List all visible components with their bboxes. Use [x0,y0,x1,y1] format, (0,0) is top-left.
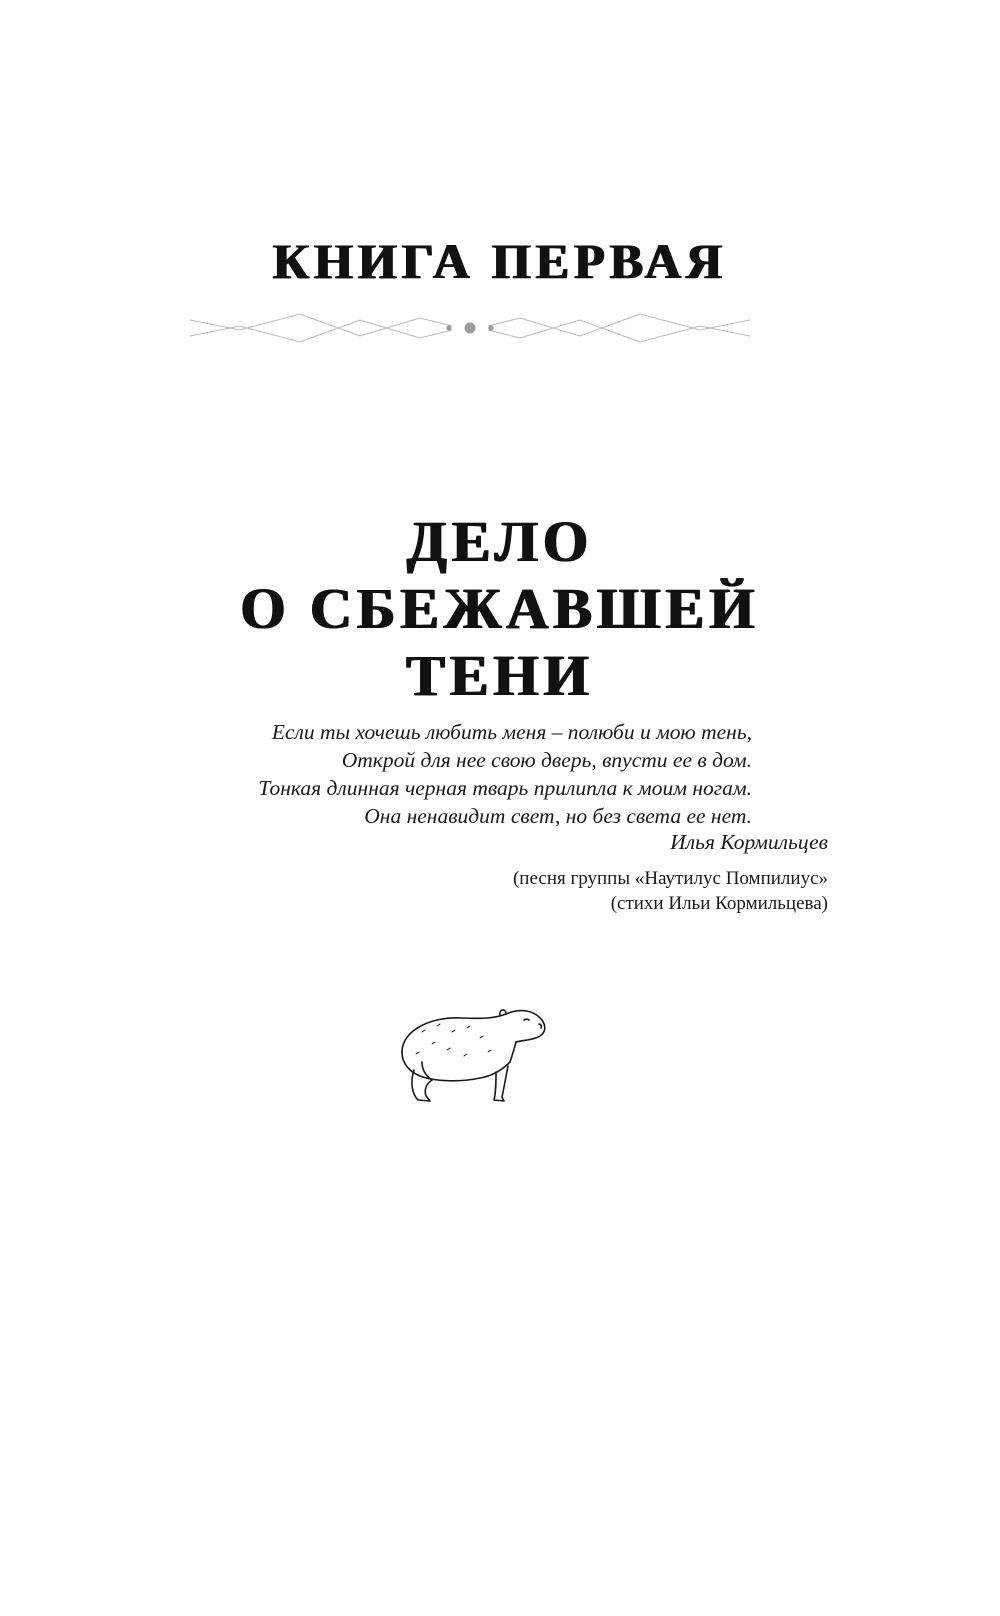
book-label: КНИГА ПЕРВАЯ [272,233,728,289]
epigraph-source [513,866,828,916]
epigraph-source-line: (песня группы «Наутилус Помпилиус» [512,868,828,889]
chapter-title-line: О СБЕЖАВШЕЙ [240,576,760,641]
chapter-title-line: ДЕЛО [406,509,594,574]
epigraph-author: Илья Кормильцев [670,830,828,854]
epigraph-source-line: (стихи Ильи Кормильцева) [610,893,828,914]
chapter-title-line: ТЕНИ [406,643,594,708]
chapter-title [0,508,1000,709]
capybara-icon [392,1000,562,1110]
epigraph-line: Если ты хочешь любить меня – полюби и мою тень, [271,720,752,744]
epigraph-line: Открой для нее свою дверь, впусти ее в дом. [341,748,752,772]
divider-ornament-icon [190,308,750,348]
epigraph-line: Она ненавидит свет, но без света ее нет. [364,804,752,828]
epigraph-line: Тонкая длинная черная тварь прилипла к моим ногам. [258,776,752,800]
epigraph [258,718,752,830]
